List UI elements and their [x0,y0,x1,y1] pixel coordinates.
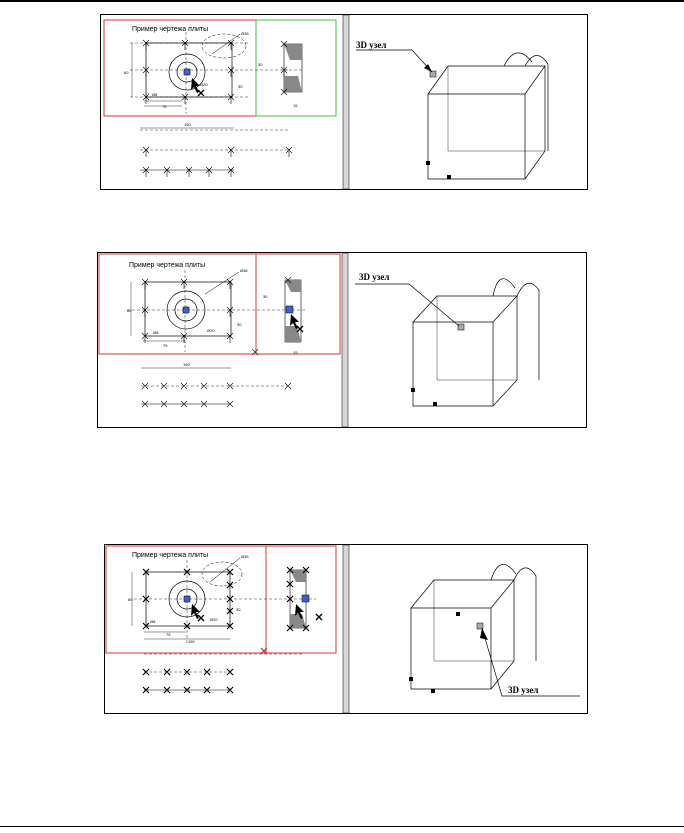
svg-text:150: 150 [183,362,190,367]
figure-1-canvas [100,14,588,190]
svg-text:Ø8: Ø8 [150,619,156,624]
svg-text:150: 150 [188,639,195,644]
viewport-splitter[interactable] [343,15,349,189]
svg-text:Ø20: Ø20 [210,617,218,622]
svg-text:60: 60 [127,308,132,313]
drawing-title: Пример чертежа плиты [132,552,209,559]
svg-text:Ø20: Ø20 [207,328,215,333]
svg-text:75: 75 [162,104,167,109]
grip-point-side[interactable] [286,306,293,313]
grip-point[interactable] [184,596,190,602]
svg-text:150: 150 [184,122,191,127]
svg-text:30: 30 [258,62,263,67]
grip-point[interactable] [183,307,189,313]
svg-text:30: 30 [236,607,241,612]
svg-text:60: 60 [124,70,129,75]
svg-text:Ø36: Ø36 [240,268,248,273]
svg-text:Ø36: Ø36 [241,554,249,559]
page-bottom-rule [0,826,684,827]
figure-3 [104,544,588,714]
svg-text:30: 30 [263,294,268,299]
3d-node-marker[interactable] [430,71,436,77]
svg-text:30: 30 [237,322,242,327]
node-label: 3D узел [508,685,539,695]
viewport-splitter[interactable] [342,253,348,427]
viewport-splitter[interactable] [343,545,349,713]
grip-point-side[interactable] [302,595,309,602]
figure-2 [97,252,587,428]
svg-text:15: 15 [293,103,298,108]
node-label: 3D узел [356,40,387,50]
svg-text:Ø36: Ø36 [241,31,249,36]
svg-text:Ø8: Ø8 [153,330,159,335]
figure-3-canvas [104,544,588,714]
svg-text:Ø20: Ø20 [200,82,208,87]
node-label: 3D узел [359,272,390,282]
svg-text:15: 15 [293,350,298,355]
figure-1 [100,14,588,190]
svg-text:75: 75 [166,632,171,637]
drawing-title: Пример чертежа плиты [129,262,206,269]
figure-2-canvas [97,252,587,428]
svg-text:60: 60 [128,597,133,602]
svg-text:Ø8: Ø8 [152,92,158,97]
drawing-title: Пример чертежа плиты [132,26,209,33]
page-top-rule [0,0,684,2]
svg-text:75: 75 [163,343,168,348]
svg-text:30: 30 [238,84,243,89]
3d-node-marker[interactable] [458,324,464,330]
grip-point[interactable] [184,69,190,75]
